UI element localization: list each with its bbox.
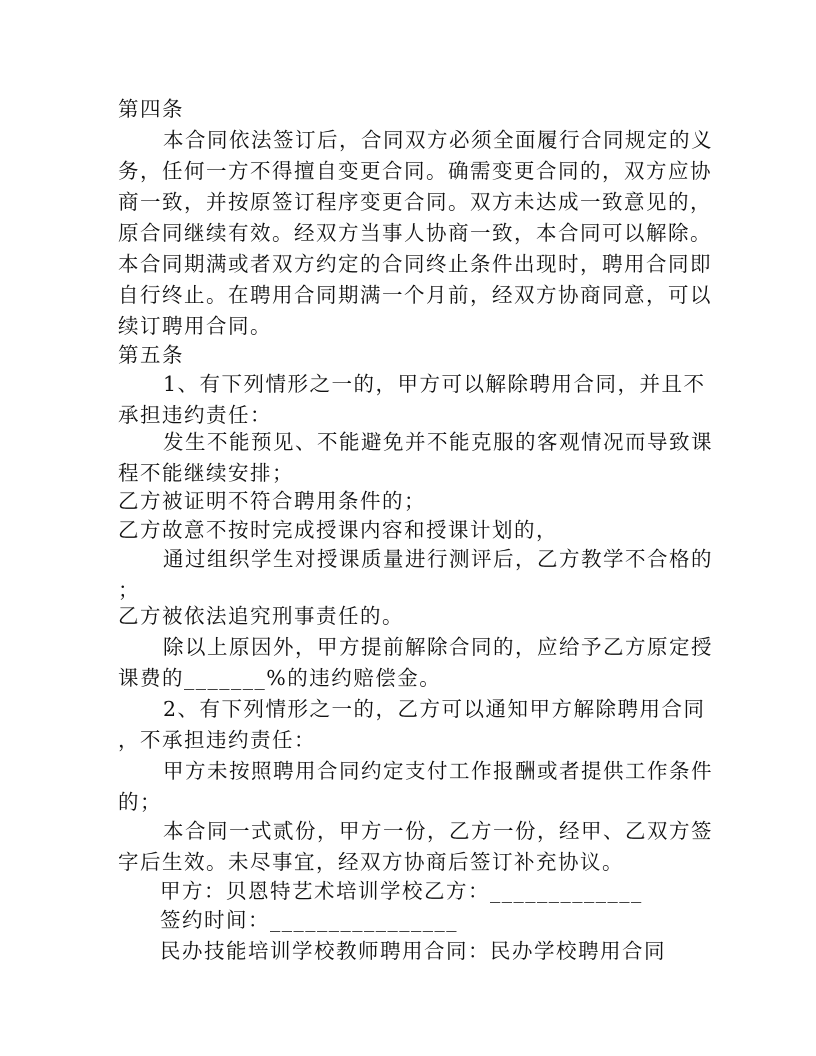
article-4-heading: 第四条 <box>118 97 184 121</box>
sign-time-line: 签约时间：________________ <box>160 908 458 932</box>
case-4-line: ； <box>118 578 140 602</box>
clause-2-line: ，不承担违约责任： <box>118 728 316 752</box>
article-4-line: 续订聘用合同。 <box>118 314 272 338</box>
case-3-line: 乙方故意不按时完成授课内容和授课计划的， <box>118 518 558 542</box>
case-5-line: 乙方被依法追究刑事责任的。 <box>118 604 404 628</box>
footer-title: 民办技能培训学校教师聘用合同：民办学校聘用合同 <box>160 939 666 963</box>
article-4-line: 自行终止。在聘用合同期满一个月前，经双方协商同意，可以 <box>118 283 712 307</box>
article-4-line: 原合同继续有效。经双方当事人协商一致，本合同可以解除。 <box>118 221 712 245</box>
case-1-line: 程不能继续安排； <box>118 461 294 485</box>
article-4-line: 本合同期满或者双方约定的合同终止条件出现时，聘用合同即 <box>118 252 712 276</box>
article-4-line: 本合同依法签订后，合同双方必须全面履行合同规定的义 <box>163 128 713 152</box>
article-5-heading: 第五条 <box>118 343 184 367</box>
clause-1-line: 承担违约责任： <box>118 403 272 427</box>
copies-line: 本合同一式贰份，甲方一份，乙方一份，经甲、乙双方签 <box>163 819 713 843</box>
clause-1-line: 1、有下列情形之一的，甲方可以解除聘用合同，并且不 <box>163 372 706 396</box>
clause-2-case-line: 的； <box>118 790 162 814</box>
case-4-line: 通过组织学生对授课质量进行测评后，乙方教学不合格的 <box>163 547 713 571</box>
penalty-line: 除以上原因外，甲方提前解除合同的，应给予乙方原定授 <box>163 635 713 659</box>
case-2-line: 乙方被证明不符合聘用条件的； <box>118 489 426 513</box>
article-4-line: 商一致，并按原签订程序变更合同。双方未达成一致意见的， <box>118 190 712 214</box>
case-1-line: 发生不能预见、不能避免并不能克服的客观情况而导致课 <box>163 430 713 454</box>
article-4-line: 务，任何一方不得擅自变更合同。确需变更合同的，双方应协 <box>118 159 712 183</box>
clause-2-line: 2、有下列情形之一的，乙方可以通知甲方解除聘用合同 <box>163 697 706 721</box>
clause-2-case-line: 甲方未按照聘用合同约定支付工作报酬或者提供工作条件 <box>163 759 713 783</box>
copies-line: 字后生效。未尽事宜，经双方协商后签订补充协议。 <box>118 850 624 874</box>
parties-line: 甲方：贝恩特艺术培训学校乙方：_____________ <box>160 879 643 903</box>
penalty-line: 课费的_______%的违约赔偿金。 <box>118 666 442 690</box>
